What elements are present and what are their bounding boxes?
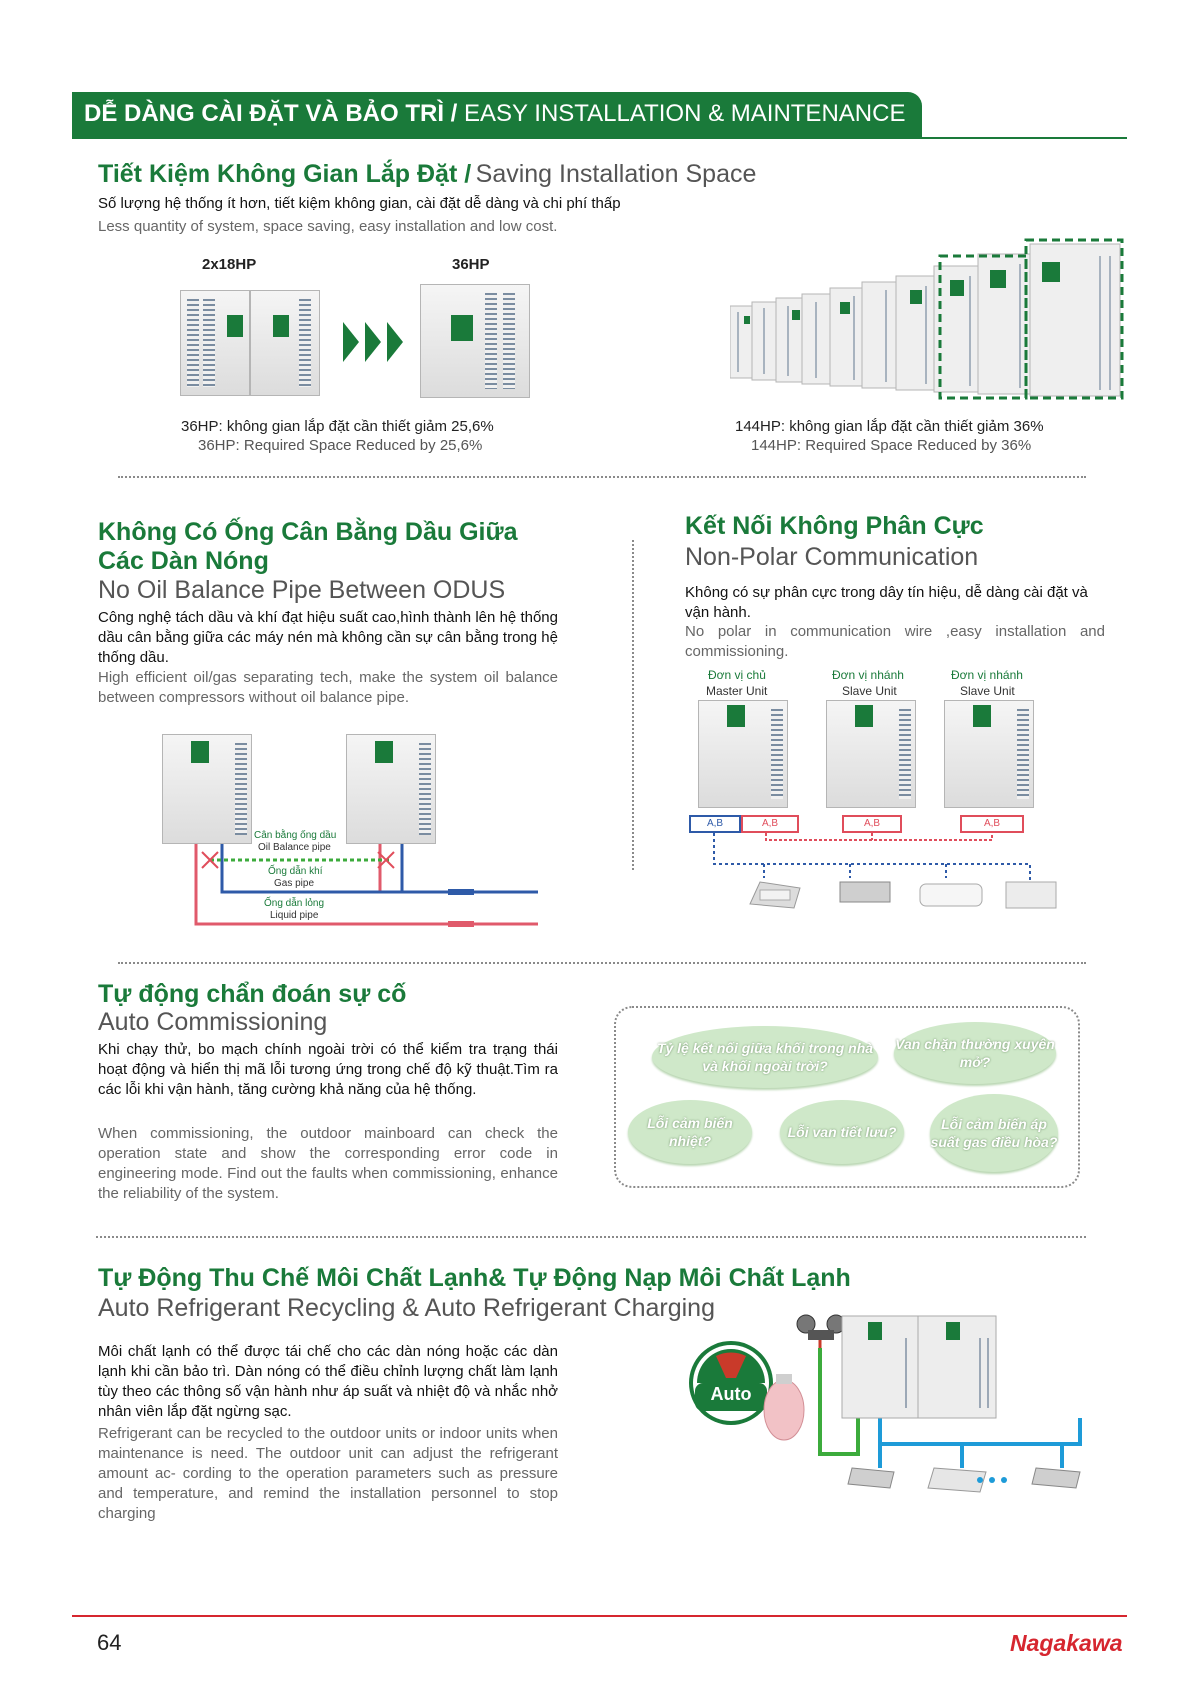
slave-unit-2-label-vi: Đơn vị nhánh	[951, 668, 1023, 682]
liquid-pipe-label-vi: Ống dẫn lỏng	[264, 898, 325, 909]
page-title	[84, 100, 905, 128]
header-rule	[72, 137, 1127, 139]
auto-label: Auto	[710, 1384, 752, 1404]
divider-vertical	[632, 540, 634, 870]
master-unit-label-en: Master Unit	[706, 684, 768, 698]
master-unit	[698, 700, 788, 808]
caption-36hp-vi: 36HP: không gian lắp đặt cần thiết giảm 25,6%	[181, 418, 494, 435]
master-ab-terminal-2: A,B	[741, 815, 799, 833]
slave-unit-1-label-vi: Đơn vị nhánh	[832, 668, 904, 682]
divider-3	[96, 1236, 1086, 1238]
section2-desc-vi: Công nghệ tách dầu và khí đạt hiệu suất cao,hình thành lên hệ thống dầu cân bằng giữa các máy nén mà không cần sự cân bằng trong hệ thống dầu.	[98, 609, 558, 666]
cloud-connection-ratio: Tỷ lệ kết nối giữa khối trong nhà và khối ngoài trời?	[652, 1026, 878, 1088]
communication-wiring	[700, 830, 1060, 920]
section1-title-en: Saving Installation Space	[475, 160, 757, 188]
section2-title-en: No Oil Balance Pipe Between ODUS	[98, 576, 506, 604]
slave-1-ab-terminal: A,B	[842, 815, 902, 833]
section3-desc-vi: Không có sự phân cực trong dây tín hiệu, dễ dàng cài đặt và vận hành.	[685, 584, 1088, 621]
page-title-separator: /	[450, 100, 458, 127]
divider-1	[118, 476, 1086, 478]
outdoor-unit-18hp-1	[180, 290, 250, 396]
pipe-diagram	[180, 840, 540, 930]
section1-desc-en: Less quantity of system, space saving, easy installation and low cost.	[98, 218, 558, 235]
slave-unit-1	[826, 700, 916, 808]
refrigerant-diagram	[750, 1308, 1120, 1498]
caption-144hp-en: 144HP: Required Space Reduced by 36%	[751, 437, 1032, 454]
section4-desc-en: When commissioning, the outdoor mainboard can check the operation state and show the corresponding error code in engineering mode. Find out the faults when commissioning, enhance the reliability of the system.	[98, 1125, 558, 1202]
liquid-pipe-label-en: Liquid pipe	[270, 910, 319, 921]
section5-desc-vi: Môi chất lạnh có thể được tái chế cho các dàn nóng hoặc các dàn lạnh khi cần bảo trì. Dàn nóng có thể điều chỉnh lượng chất làm lạnh tùy theo các thông số vận hành như áp suất và nhiệt độ và nhắc nhở nhân viên lắp đặt ngừng sạc.	[98, 1343, 558, 1420]
gas-pipe-label-en: Gas pipe	[274, 878, 315, 889]
arrows-icon	[343, 322, 405, 362]
page-number: 64	[97, 1630, 122, 1655]
section1-title	[98, 160, 756, 189]
section2-desc-en: High efficient oil/gas separating tech, make the system oil balance between compressors without oil balance pipe.	[98, 669, 558, 706]
section5-desc-en: Refrigerant can be recycled to the outdoor units or indoor units when maintenance is need. The outdoor unit can adjust the refrigerant amount ac- cording to the operation parameters such as pressure and temperature, and remind the installation personnel to stop charging	[98, 1425, 558, 1522]
section2-title-vi-1: Không Có Ống Cân Bằng Dầu Giữa	[98, 518, 518, 546]
section3-desc-en: No polar in communication wire ,easy installation and commissioning.	[685, 623, 1105, 660]
section5-title-en: Auto Refrigerant Recycling & Auto Refrigerant Charging	[98, 1294, 715, 1322]
slave-unit-2-label-en: Slave Unit	[960, 684, 1015, 698]
divider-2	[118, 962, 1086, 964]
section1-title-vi: Tiết Kiệm Không Gian Lắp Đặt /	[98, 160, 472, 188]
cloud-pressure-sensor: Lỗi cảm biến áp suất gas điều hòa?	[930, 1094, 1058, 1172]
caption-36hp-en: 36HP: Required Space Reduced by 25,6%	[198, 437, 483, 454]
section4-title-vi: Tự động chẩn đoán sự cố	[98, 980, 407, 1008]
section3-title-en: Non-Polar Communication	[685, 543, 979, 571]
caption-144hp-vi: 144HP: không gian lắp đặt cần thiết giảm 36%	[735, 418, 1044, 435]
section3-title-vi: Kết Nối Không Phân Cực	[685, 512, 984, 540]
label-36hp: 36HP	[452, 256, 490, 273]
cloud-temperature-sensor: Lỗi cảm biến nhiệt?	[628, 1100, 752, 1164]
section1-desc-vi: Số lượng hệ thống ít hơn, tiết kiệm không gian, cài đặt dễ dàng và chi phí thấp	[98, 195, 621, 212]
page-title-en: EASY INSTALLATION & MAINTENANCE	[464, 100, 906, 127]
brand-logo: Nagakawa	[1010, 1630, 1123, 1656]
gas-pipe-label-vi: Ống dẫn khí	[268, 866, 323, 877]
section5-title-vi: Tự Động Thu Chế Môi Chất Lạnh& Tự Động Nạp Môi Chất Lạnh	[98, 1264, 851, 1292]
page-title-vi: DỄ DÀNG CÀI ĐẶT VÀ BẢO TRÌ	[84, 100, 444, 127]
section4-desc-vi: Khi chạy thử, bo mạch chính ngoài trời có thể kiểm tra trạng thái hoạt động và hiển thị mã lỗi tương ứng trong chế độ kỹ thuật.Tìm ra các lỗi khi vận hành, tăng cường khả năng của hệ thống.	[98, 1041, 558, 1098]
slave-2-ab-terminal: A,B	[960, 815, 1024, 833]
master-unit-label-vi: Đơn vị chủ	[708, 668, 766, 682]
oil-diagram-unit-2	[346, 734, 436, 844]
footer-rule	[72, 1615, 1127, 1617]
section2-title-vi-2: Các Dàn Nóng	[98, 547, 269, 575]
oil-pipe-label-vi: Cân bằng ống dầu	[254, 830, 337, 841]
oil-pipe-label-en: Oil Balance pipe	[258, 842, 331, 853]
cloud-expansion-valve: Lỗi van tiết lưu?	[780, 1100, 904, 1164]
outdoor-unit-36hp	[420, 284, 530, 398]
slave-unit-2	[944, 700, 1034, 808]
section4-title-en: Auto Commissioning	[98, 1008, 328, 1036]
units-144hp-illustration	[730, 236, 1130, 402]
outdoor-unit-18hp-2	[250, 290, 320, 396]
slave-unit-1-label-en: Slave Unit	[842, 684, 897, 698]
cloud-stop-valve: Van chặn thường xuyên mở?	[894, 1022, 1056, 1084]
label-2x18hp: 2x18HP	[202, 256, 257, 273]
oil-diagram-unit-1	[162, 734, 252, 844]
master-ab-terminal: A,B	[689, 815, 741, 833]
